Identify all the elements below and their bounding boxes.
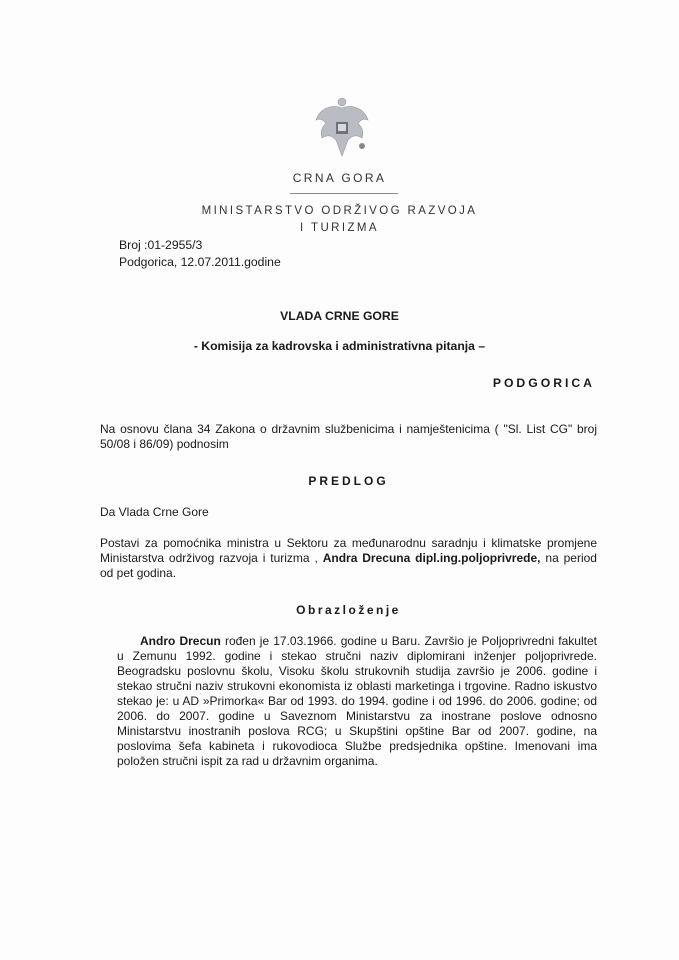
proposal-line1: Postavi za pomoćnika ministra u Sektoru za međunarodnu saradnju i klimatske promjene xyxy=(100,536,597,550)
rationale-line: poslovima šefa kabineta i rukovodioca Službe predsjednika opštine. Imenovani ima xyxy=(117,739,597,753)
proposal-ministry: Ministarstva održivog razvoja i turizma , xyxy=(100,551,318,565)
intro-line2: 50/08 i 86/09) podnosim xyxy=(100,437,229,451)
proposal-paragraph xyxy=(100,536,597,581)
rationale-line: Beogradsku poslovnu školu, Visoku školu strukovnih studija završio je 2006. godine i xyxy=(117,664,597,678)
proposal-opening: Da Vlada Crne Gore xyxy=(100,505,209,519)
reference-number: Broj :01-2955/3 xyxy=(119,238,203,252)
document-body xyxy=(100,422,597,769)
coat-of-arms-icon xyxy=(312,96,372,162)
rationale-line: rođen je 17.03.1966. godine u Baru. Završio je Poljoprivredni fakultet xyxy=(224,634,597,648)
addressee-government: VLADA CRNE GORE xyxy=(280,309,399,323)
rationale-line: 2006. do 2007. godine u Saveznom Ministarstvu za inostrane poslove odnosno xyxy=(117,709,597,723)
country-name: CRNA GORA xyxy=(292,171,387,185)
rationale-name: Andro Drecun xyxy=(140,634,221,648)
proposal-line3: od pet godina. xyxy=(100,566,177,580)
proposal-candidate: Andra Drecuna dipl.ing.poljoprivrede, xyxy=(322,551,541,565)
addressee-commission: - Komisija za kadrovska i administrativna pitanja – xyxy=(193,339,486,353)
intro-paragraph xyxy=(100,422,597,452)
place-date: Podgorica, 12.07.2011.godine xyxy=(119,255,281,269)
rationale-line: položen stručni ispit za rad u državnim organima. xyxy=(117,754,378,768)
letterhead-divider xyxy=(290,193,398,194)
rationale-line: u Zemunu 1992. godine i stekao stručni naziv diplomirani inženjer poljoprivrede. xyxy=(117,649,597,663)
rationale-line: stekao stručni naziv strukovni ekonomista iz oblasti marketinga i trgovine. Radno iskustvo xyxy=(117,679,597,693)
addressee-city: PODGORICA xyxy=(492,376,595,390)
intro-line1: Na osnovu člana 34 Zakona o državnim službenicima i namještenicima ( "Sl. List CG" broj xyxy=(100,422,597,436)
rationale-heading: Obrazloženje xyxy=(296,603,401,617)
proposal-heading: PREDLOG xyxy=(308,474,389,488)
proposal-period: na period xyxy=(545,551,597,565)
ministry-name-line2: I TURIZMA xyxy=(300,222,379,234)
rationale-line: stekao je: u AD »Primorka« Bar od 1993. do 1994. godine i od 1996. do 2006. godine; od xyxy=(117,694,597,708)
rationale-paragraph xyxy=(100,634,597,769)
rationale-line: Ministarstvu inostranih poslova RCG; u Skupštini opštine Bar od 2007. godine, na xyxy=(117,724,597,738)
ministry-name-line1: MINISTARSTVO ODRŽIVOG RAZVOJA xyxy=(201,205,478,217)
